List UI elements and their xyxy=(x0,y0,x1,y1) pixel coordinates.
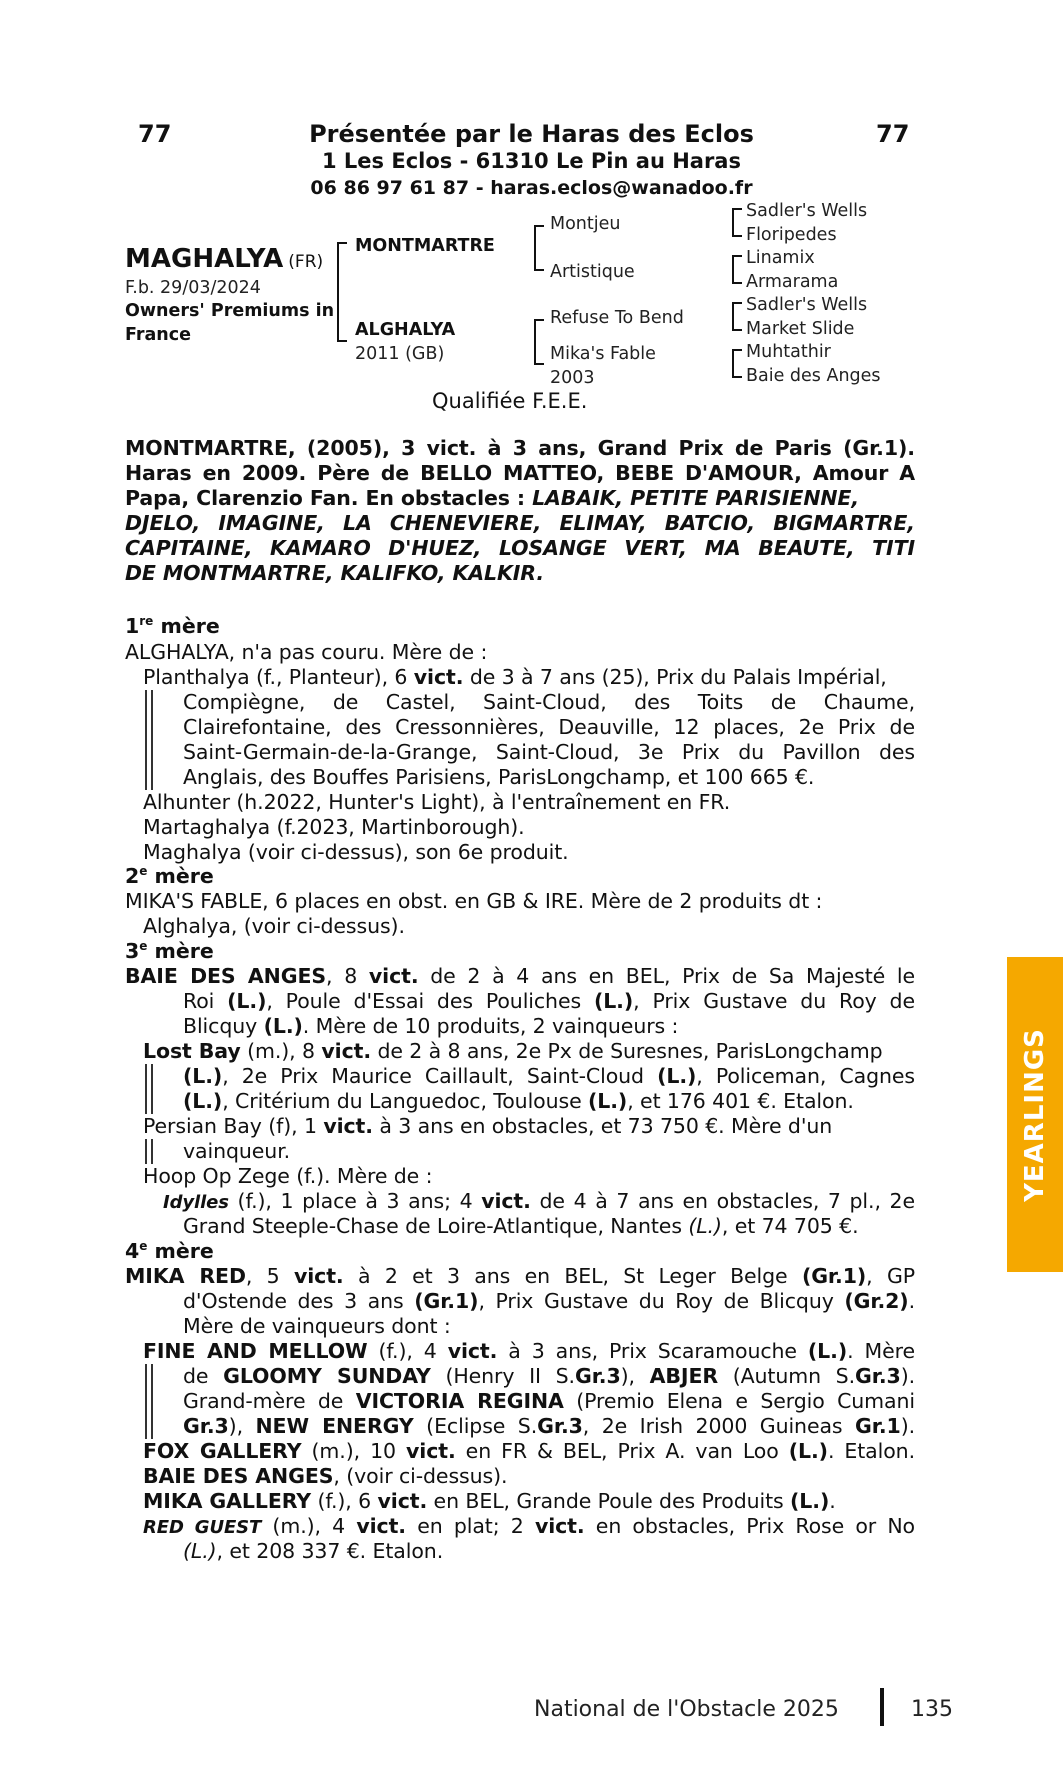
l21c: vict. xyxy=(481,1189,531,1213)
l24e: . xyxy=(908,1289,916,1313)
premium-line-2: France xyxy=(125,325,191,345)
pedigree-g8: Baie des Anges xyxy=(746,366,881,386)
l2b: vict. xyxy=(413,665,464,689)
l29a: Gr.3 xyxy=(183,1414,229,1438)
l27h: Gr.3 xyxy=(855,1364,901,1388)
l30c: vict. xyxy=(406,1439,456,1463)
l22b: (L.) xyxy=(688,1214,722,1238)
footer-publication: National de l'Obstacle 2025 xyxy=(534,1697,839,1722)
sec1-sup: re xyxy=(139,614,154,629)
l17c: (L.) xyxy=(588,1089,628,1113)
sire-para-line-3 xyxy=(125,486,859,510)
pedigree-g1: Sadler's Wells xyxy=(746,201,868,221)
body-line-5: Saint-Germain-de-la-Grange, Saint-Cloud, 3e Prix du Pavillon des xyxy=(183,740,915,764)
section-1re-mere xyxy=(125,614,220,638)
pedigree-g3: Linamix xyxy=(746,248,815,268)
l15c: vict. xyxy=(321,1039,372,1063)
body-line-30 xyxy=(143,1439,915,1463)
l21a: Idylles xyxy=(163,1192,229,1213)
body-line-10: MIKA'S FABLE, 6 places en obst. en GB & IRE. Mère de 2 produits dt : xyxy=(125,889,823,913)
l16d: , Policeman, Cagnes xyxy=(696,1064,916,1088)
l24b: (Gr.1) xyxy=(414,1289,479,1313)
horse-title xyxy=(125,244,323,274)
l13a: Roi xyxy=(183,989,228,1013)
horse-details: F.b. 29/03/2024 xyxy=(125,278,261,298)
body-line-15 xyxy=(143,1039,883,1063)
lot-number-right: 77 xyxy=(876,120,910,148)
body-line-27 xyxy=(183,1364,915,1388)
sec2-num: 2 xyxy=(125,864,140,888)
sire-para-line-2: Haras en 2009. Père de BELLO MATTEO, BEBE D'AMOUR, Amour A xyxy=(125,461,915,485)
l16a: (L.) xyxy=(183,1064,223,1088)
pedigree-dam-info: 2011 (GB) xyxy=(355,344,445,364)
l32d: en BEL, Grande Poule des Produits xyxy=(427,1489,791,1513)
l12c: vict. xyxy=(368,964,419,988)
section-3e-mere xyxy=(125,939,214,963)
indent-bar-3 xyxy=(145,1139,153,1164)
l30d: en FR & BEL, Prix A. van Loo xyxy=(455,1439,789,1463)
footer-page-number: 135 xyxy=(911,1697,953,1722)
pedigree-bracket-2b xyxy=(534,319,544,365)
l23f: , GP xyxy=(866,1264,915,1288)
section-4e-mere xyxy=(125,1239,214,1263)
sire-para-line-1: MONTMARTRE, (2005), 3 vict. à 3 ans, Grand Prix de Paris (Gr.1). xyxy=(125,436,915,460)
l33e: vict. xyxy=(534,1514,585,1538)
l26f: . Mère xyxy=(847,1339,915,1363)
pedigree-sire-sire: Montjeu xyxy=(550,214,621,234)
body-line-32 xyxy=(143,1489,836,1513)
l31b: , (voir ci-dessus). xyxy=(333,1464,508,1488)
pedigree-bracket-2a xyxy=(534,225,544,271)
sire-para-line-5: CAPITAINE, KAMARO D'HUEZ, LOSANGE VERT, MA BEAUTE, TITI xyxy=(125,536,915,560)
body-line-9: Maghalya (voir ci-dessus), son 6e produit. xyxy=(143,840,569,864)
indent-bar-1 xyxy=(145,690,153,790)
l29b: ), xyxy=(228,1414,256,1438)
l28c: (Premio Elena e Sergio Cumani xyxy=(563,1389,916,1413)
sire-para-line-3b: LABAIK, PETITE PARISIENNE, xyxy=(532,486,860,510)
horse-name: MAGHALYA xyxy=(125,244,284,274)
l26e: (L.) xyxy=(807,1339,848,1363)
body-line-24 xyxy=(183,1289,915,1313)
l32f: . xyxy=(829,1489,836,1513)
lot-number-left: 77 xyxy=(138,120,172,148)
l13b: (L.) xyxy=(227,989,267,1013)
body-line-11: Alghalya, (voir ci-dessus). xyxy=(143,914,405,938)
l23b: , 5 xyxy=(245,1264,294,1288)
premium-line-1: Owners' Premiums in xyxy=(125,301,335,321)
sire-para-line-4: DJELO, IMAGINE, LA CHENEVIERE, ELIMAY, BATCIO, BIGMARTRE, xyxy=(125,511,915,535)
l33c: vict. xyxy=(356,1514,406,1538)
body-line-6: Anglais, des Bouffes Parisiens, ParisLongchamp, et 100 665 €. xyxy=(183,765,815,789)
l26b: (f.), 4 xyxy=(367,1339,448,1363)
body-line-2 xyxy=(143,665,887,689)
l26c: vict. xyxy=(447,1339,498,1363)
sec1-num: 1 xyxy=(125,614,140,638)
side-tab xyxy=(1007,957,1063,1272)
l29f: , 2e Irish 2000 Guineas xyxy=(582,1414,856,1438)
l27d: Gr.3 xyxy=(574,1364,621,1388)
pedigree-g4: Armarama xyxy=(746,272,839,292)
pedigree-bracket-3b xyxy=(732,255,742,284)
l32b: (f.), 6 xyxy=(311,1489,378,1513)
l27f: ABJER xyxy=(649,1364,719,1388)
body-line-7: Alhunter (h.2022, Hunter's Light), à l'entraînement en FR. xyxy=(143,790,731,814)
l33d: en plat; 2 xyxy=(405,1514,535,1538)
sec3-label: mère xyxy=(147,939,214,963)
pedigree-dam-sire: Refuse To Bend xyxy=(550,308,684,328)
l14a: Blicquy xyxy=(183,1014,264,1038)
indent-bar-4 xyxy=(145,1364,153,1439)
pedigree-bracket-3c xyxy=(732,302,742,331)
l33b: (m.), 4 xyxy=(261,1514,357,1538)
pedigree-dam: ALGHALYA xyxy=(355,320,456,340)
l15d: de 2 à 8 ans, 2e Px de Suresnes, ParisLongchamp xyxy=(371,1039,883,1063)
sec3-sup: e xyxy=(139,939,148,954)
l27c: (Henry II S. xyxy=(430,1364,575,1388)
l17d: , et 176 401 €. Etalon. xyxy=(627,1089,854,1113)
l2c: de 3 à 7 ans (25), Prix du Palais Impérial, xyxy=(463,665,887,689)
body-line-12 xyxy=(125,964,915,988)
pedigree-bracket-3a xyxy=(732,208,742,237)
l30a: FOX GALLERY xyxy=(143,1439,302,1463)
l28b: VICTORIA REGINA xyxy=(355,1389,564,1413)
pedigree-g7: Muhtathir xyxy=(746,342,831,362)
pedigree-bracket-3d xyxy=(732,349,742,378)
l29g: Gr.1 xyxy=(855,1414,901,1438)
body-line-31 xyxy=(143,1464,507,1488)
l27e: ), xyxy=(620,1364,650,1388)
l24d: (Gr.2) xyxy=(844,1289,909,1313)
l29d: (Eclipse S. xyxy=(413,1414,538,1438)
l16c: (L.) xyxy=(657,1064,697,1088)
l23e: (Gr.1) xyxy=(801,1264,867,1288)
l24a: d'Ostende des 3 ans xyxy=(183,1289,415,1313)
l24c: , Prix Gustave du Roy de Blicquy xyxy=(478,1289,845,1313)
sire-para-line-6: DE MONTMARTRE, KALIFKO, KALKIR. xyxy=(125,561,545,585)
l13e: , Prix Gustave du Roy de xyxy=(633,989,915,1013)
footer-divider xyxy=(880,1688,884,1726)
l15a: Lost Bay xyxy=(143,1039,241,1063)
body-line-16 xyxy=(183,1064,915,1088)
l26a: FINE AND MELLOW xyxy=(143,1339,368,1363)
body-line-3: Compiègne, de Castel, Saint-Cloud, des Toits de Chaume, xyxy=(183,690,915,714)
l26d: à 3 ans, Prix Scaramouche xyxy=(497,1339,808,1363)
l32e: (L.) xyxy=(790,1489,830,1513)
l27a: de xyxy=(183,1364,224,1388)
l32a: MIKA GALLERY xyxy=(143,1489,312,1513)
pedigree-bracket-1 xyxy=(337,242,347,342)
l12a: BAIE DES ANGES xyxy=(125,964,327,988)
l17b: , Critérium du Languedoc, Toulouse xyxy=(222,1089,589,1113)
l27b: GLOOMY SUNDAY xyxy=(223,1364,431,1388)
l34b: , et 208 337 €. Etalon. xyxy=(216,1539,444,1563)
pedigree-g6: Market Slide xyxy=(746,319,855,339)
body-line-23 xyxy=(125,1264,915,1288)
body-line-8: Martaghalya (f.2023, Martinborough). xyxy=(143,815,525,839)
l22c: , et 74 705 €. xyxy=(721,1214,859,1238)
sec2-label: mère xyxy=(147,864,214,888)
sire-para-line-3a: Papa, Clarenzio Fan. En obstacles : xyxy=(125,486,533,510)
l30f: . Etalon. xyxy=(827,1439,915,1463)
l12d: de 2 à 4 ans en BEL, Prix de Sa Majesté le xyxy=(418,964,915,988)
l18b: vict. xyxy=(323,1114,373,1138)
body-line-18 xyxy=(143,1114,832,1138)
l27g: (Autumn S. xyxy=(718,1364,856,1388)
pedigree-sire: MONTMARTRE xyxy=(355,236,495,256)
consignor-contact: 06 86 97 61 87 - haras.eclos@wanadoo.fr xyxy=(310,177,753,199)
body-line-19: vainqueur. xyxy=(183,1139,291,1163)
body-line-22 xyxy=(183,1214,858,1238)
consignor: Présentée par le Haras des Eclos xyxy=(309,120,754,148)
l21b: (f.), 1 place à 3 ans; 4 xyxy=(228,1189,482,1213)
body-line-20: Hoop Op Zege (f.). Mère de : xyxy=(143,1164,433,1188)
body-line-4: Clairefontaine, des Cressonnières, Deauville, 12 places, 2e Prix de xyxy=(183,715,915,739)
l30e: (L.) xyxy=(788,1439,828,1463)
sec4-sup: e xyxy=(139,1239,148,1254)
l16b: , 2e Prix Maurice Caillault, Saint-Cloud xyxy=(222,1064,658,1088)
body-line-29 xyxy=(183,1414,915,1438)
body-line-34 xyxy=(183,1539,443,1563)
sec2-sup: e xyxy=(139,864,148,879)
pedigree-g2: Floripedes xyxy=(746,225,837,245)
l30b: (m.), 10 xyxy=(301,1439,406,1463)
l29c: NEW ENERGY xyxy=(255,1414,414,1438)
l22a: Grand Steeple-Chase de Loire-Atlantique, Nantes xyxy=(183,1214,689,1238)
body-line-1: ALGHALYA, n'a pas couru. Mère de : xyxy=(125,640,488,664)
body-line-26 xyxy=(143,1339,915,1363)
l32c: vict. xyxy=(377,1489,428,1513)
l34a: (L.) xyxy=(183,1539,217,1563)
horse-country: (FR) xyxy=(288,252,324,272)
body-line-14 xyxy=(183,1014,678,1038)
body-line-33 xyxy=(143,1514,915,1538)
l17a: (L.) xyxy=(183,1089,223,1113)
l29e: Gr.3 xyxy=(537,1414,583,1438)
l2a: Planthalya (f., Planteur), 6 xyxy=(143,665,414,689)
l14b: (L.) xyxy=(263,1014,303,1038)
pedigree-g5: Sadler's Wells xyxy=(746,295,868,315)
l33f: en obstacles, Prix Rose or No xyxy=(584,1514,915,1538)
l27i: ). xyxy=(900,1364,916,1388)
l28a: Grand-mère de xyxy=(183,1389,356,1413)
body-line-28 xyxy=(183,1389,915,1413)
pedigree-dam-dam: Mika's Fable xyxy=(550,344,656,364)
section-2e-mere xyxy=(125,864,214,888)
l13c: , Poule d'Essai des Pouliches xyxy=(266,989,594,1013)
body-line-25: Mère de vainqueurs dont : xyxy=(183,1314,451,1338)
l18c: à 3 ans en obstacles, et 73 750 €. Mère d'un xyxy=(372,1114,833,1138)
sec4-label: mère xyxy=(147,1239,214,1263)
qualification: Qualifiée F.E.E. xyxy=(432,389,588,413)
l13d: (L.) xyxy=(593,989,634,1013)
l33a: RED GUEST xyxy=(143,1517,262,1538)
l31a: BAIE DES ANGES xyxy=(143,1464,334,1488)
l23d: à 2 et 3 ans en BEL, St Leger Belge xyxy=(343,1264,802,1288)
l14c: . Mère de 10 produits, 2 vainqueurs : xyxy=(302,1014,679,1038)
l23a: MIKA RED xyxy=(125,1264,246,1288)
l15b: (m.), 8 xyxy=(240,1039,322,1063)
side-tab-label: YEARLINGS xyxy=(1020,1027,1050,1202)
l21d: de 4 à 7 ans en obstacles, 7 pl., 2e xyxy=(530,1189,915,1213)
l29h: ). xyxy=(900,1414,916,1438)
l18a: Persian Bay (f), 1 xyxy=(143,1114,324,1138)
pedigree-dam-dam-year: 2003 xyxy=(550,368,595,388)
sec3-num: 3 xyxy=(125,939,140,963)
sec4-num: 4 xyxy=(125,1239,140,1263)
l23c: vict. xyxy=(293,1264,344,1288)
pedigree-sire-dam: Artistique xyxy=(550,262,635,282)
body-line-17 xyxy=(183,1089,854,1113)
sec1-label: mère xyxy=(153,614,220,638)
body-line-13 xyxy=(183,989,915,1013)
l12b: , 8 xyxy=(326,964,369,988)
body-line-21 xyxy=(163,1189,915,1213)
indent-bar-2 xyxy=(145,1064,153,1114)
consignor-address: 1 Les Eclos - 61310 Le Pin au Haras xyxy=(322,149,741,173)
